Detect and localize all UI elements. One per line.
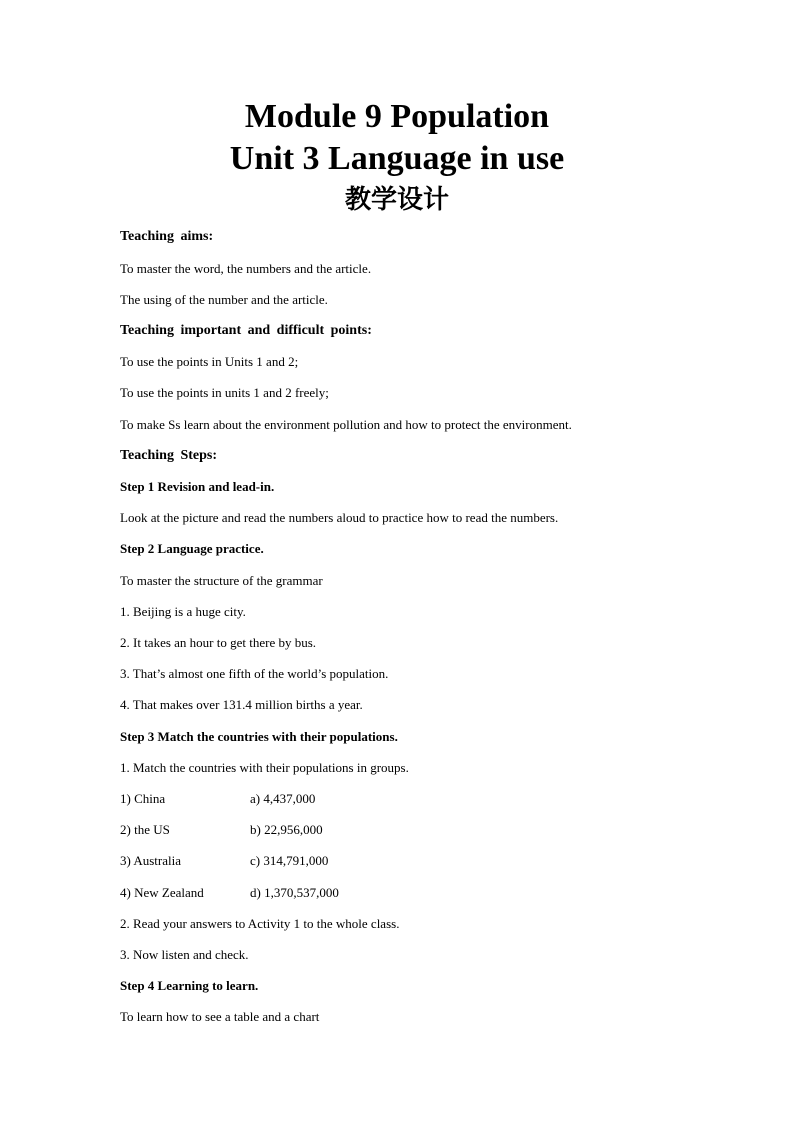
aims-heading: Teaching aims: [120, 229, 214, 244]
list-item: 2. Read your answers to Activity 1 to the whole class. [120, 916, 400, 931]
module-title: Module 9 Population [244, 98, 550, 135]
aim-line: The using of the number and the article. [120, 292, 328, 307]
list-item: 3. That’s almost one fifth of the world’s population. [120, 666, 389, 681]
aim-line: To master the word, the numbers and the article. [120, 261, 372, 276]
step1-heading: Step 1 Revision and lead-in. [120, 479, 275, 494]
step1-text: Look at the picture and read the numbers aloud to practice how to read the numbers. [120, 510, 559, 525]
population-cell: d) 1,370,537,000 [250, 885, 339, 900]
steps-heading: Teaching Steps: [120, 448, 218, 463]
match-row [120, 853, 328, 869]
population-cell: a) 4,437,000 [250, 791, 316, 806]
list-item: 4. That makes over 131.4 million births a year. [120, 697, 363, 712]
population-cell: b) 22,956,000 [250, 822, 323, 837]
step2-heading: Step 2 Language practice. [120, 541, 264, 556]
step3-intro: 1. Match the countries with their populations in groups. [120, 760, 409, 775]
step4-text: To learn how to see a table and a chart [120, 1009, 320, 1024]
step2-intro: To master the structure of the grammar [120, 573, 323, 588]
list-item: 3. Now listen and check. [120, 947, 249, 962]
match-row [120, 885, 339, 901]
country-cell: 4) New Zealand [120, 885, 204, 900]
country-cell: 1) China [120, 791, 166, 806]
country-cell: 3) Australia [120, 853, 182, 868]
point-line: To use the points in Units 1 and 2; [120, 354, 299, 369]
step3-heading: Step 3 Match the countries with their populations. [120, 729, 398, 744]
unit-title: Unit 3 Language in use [229, 140, 565, 177]
country-cell: 2) the US [120, 822, 170, 837]
list-item: 2. It takes an hour to get there by bus. [120, 635, 317, 650]
point-line: To use the points in units 1 and 2 freely; [120, 385, 329, 400]
point-line: To make Ss learn about the environment pollution and how to protect the environment. [120, 417, 572, 432]
population-cell: c) 314,791,000 [250, 853, 329, 868]
design-title: 教学设计 [344, 185, 449, 215]
list-item: 1. Beijing is a huge city. [120, 604, 246, 619]
match-row [120, 822, 323, 838]
step4-heading: Step 4 Learning to learn. [120, 978, 259, 993]
match-row [120, 791, 315, 807]
points-heading: Teaching important and difficult points: [120, 323, 372, 338]
